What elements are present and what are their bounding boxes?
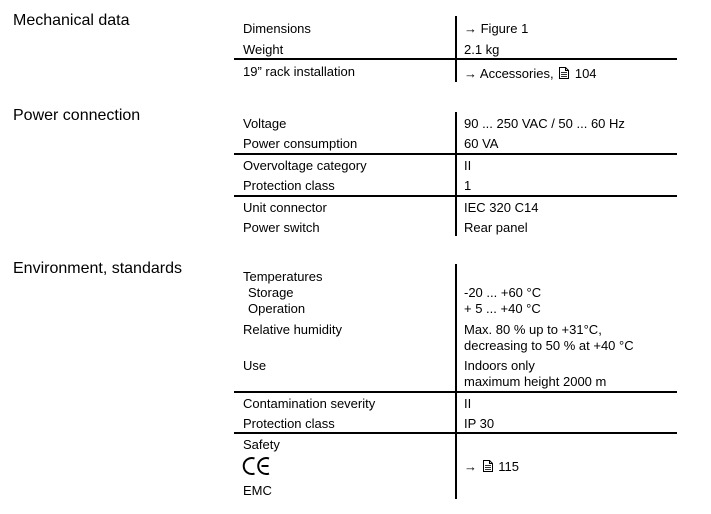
row-divider [234, 153, 677, 155]
use-value-line1: Indoors only [464, 358, 535, 373]
row-divider [234, 391, 677, 393]
document-icon [559, 67, 569, 79]
section-heading-mechanical: Mechanical data [13, 12, 130, 29]
protection-class-label: Protection class [243, 178, 335, 193]
operation-label: Operation [248, 301, 306, 316]
rack-value-page: 104 [574, 66, 597, 81]
row-divider [234, 195, 677, 197]
power-switch-label: Power switch [243, 220, 320, 235]
relative-humidity-value-line2: decreasing to 50 % at +40 °C [464, 338, 634, 353]
section-heading-environment: Environment, standards [13, 260, 182, 277]
storage-value: -20 ... +60 °C [464, 285, 542, 300]
rack-value-prefix: → Accessories, [464, 66, 554, 81]
protection-class-env-value: IP 30 [464, 416, 495, 431]
column-divider [455, 264, 457, 499]
contamination-severity-label: Contamination severity [243, 396, 376, 411]
overvoltage-category-label: Overvoltage category [243, 158, 367, 173]
protection-class-env-label: Protection class [243, 416, 335, 431]
relative-humidity-label: Relative humidity [243, 322, 342, 337]
rack-installation-label: 19” rack installation [243, 64, 355, 79]
use-value-line2: maximum height 2000 m [464, 374, 607, 389]
weight-label: Weight [243, 42, 284, 57]
operation-value: + 5 ... +40 °C [464, 301, 541, 316]
rack-installation-value [464, 66, 597, 82]
safety-value-prefix: → [464, 459, 477, 474]
column-divider [455, 16, 457, 82]
dimensions-value: → Figure 1 [464, 21, 529, 36]
relative-humidity-value-line1: Max. 80 % up to +31°C, [464, 322, 602, 337]
weight-value: 2.1 kg [464, 42, 500, 57]
storage-label: Storage [248, 285, 294, 300]
safety-emc-value [464, 459, 519, 475]
use-label: Use [243, 358, 267, 373]
section-heading-power: Power connection [13, 107, 141, 124]
safety-value-page: 115 [498, 459, 519, 474]
power-consumption-value: 60 VA [464, 136, 499, 151]
unit-connector-label: Unit connector [243, 200, 327, 215]
power-switch-value: Rear panel [464, 220, 528, 235]
contamination-severity-value: II [464, 396, 472, 411]
dimensions-label: Dimensions [243, 21, 311, 36]
document-icon [483, 460, 493, 472]
emc-label: EMC [243, 483, 272, 498]
voltage-value: 90 ... 250 VAC / 50 ... 60 Hz [464, 116, 625, 131]
unit-connector-value: IEC 320 C14 [464, 200, 539, 215]
overvoltage-category-value: II [464, 158, 472, 173]
voltage-label: Voltage [243, 116, 287, 131]
temperatures-label: Temperatures [243, 269, 323, 284]
power-consumption-label: Power consumption [243, 136, 358, 151]
row-divider [234, 432, 677, 434]
row-divider [234, 58, 677, 60]
column-divider [455, 112, 457, 236]
protection-class-value: 1 [464, 178, 472, 193]
ce-mark-icon [242, 456, 272, 476]
safety-label: Safety [243, 437, 280, 452]
